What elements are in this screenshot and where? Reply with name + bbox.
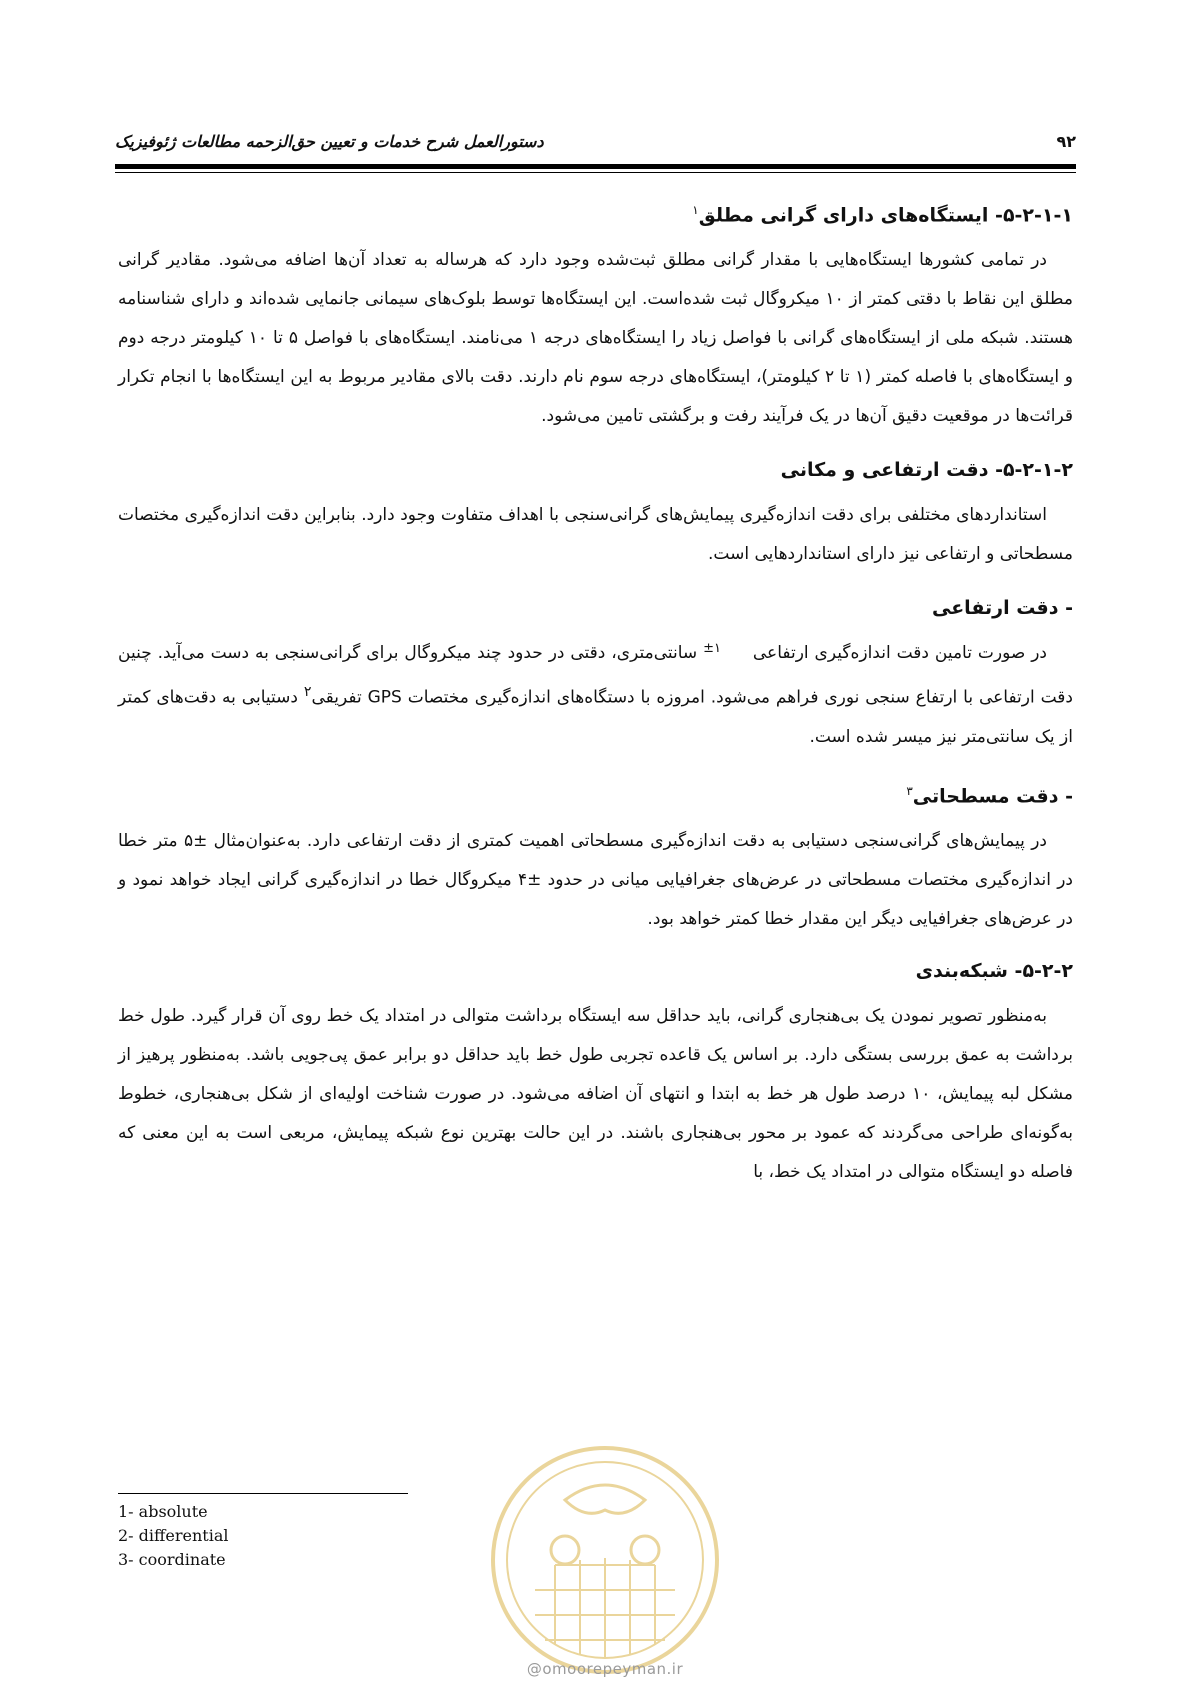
footnote-ref-3: ۳	[906, 783, 913, 798]
footnote-separator	[118, 1493, 408, 1494]
running-header	[115, 128, 1076, 158]
paragraph-planar-accuracy: در پیمایش‌های گرانی‌سنجی دستیابی به دقت اندازه‌گیری مسطحاتی اهمیت کمتری از دقت ارتفاعی دارد. به‌عنوان‌مثال ±۵ متر خطا در اندازه‌گیری مختصات مسطحاتی در عرض‌های جغرافیایی میانی در حدود ±۴ میکروگال خطا در اندازه‌گیری گرانی ایجاد خواهد نمود و در عرض‌های جغرافیایی دیگر این مقدار خطا کمتر خواهد بود.	[118, 831, 1074, 930]
page-number: ۹۲	[1056, 132, 1076, 151]
paragraph-accuracy: استانداردهای مختلفی برای دقت اندازه‌گیری پیمایش‌های گرانی‌سنجی با اهداف متفاوت وجود دارد. بنابراین دقت اندازه‌گیری مختصات مسطحاتی و ارتفاعی نیز دارای استانداردهایی است.	[118, 505, 1073, 565]
paragraph-text: سانتی‌متری، دقتی در حدود چند میکروگال برای گرانی‌سنجی به دست می‌آید. چنین دقت ارتفاعی با ارتفاع سنجی نوری فراهم می‌شود. امروزه با دستگاه‌های اندازه‌گیری مختصات GPS تفریقی	[118, 643, 1074, 708]
footnote-2: 2- differential	[118, 1526, 229, 1545]
paragraph-text: دستیابی به دقت‌های کمتر از یک سانتی‌متر نیز میسر شده است.	[118, 687, 1073, 747]
section-heading-gridding: ۵-۲-۲- شبکه‌بندی	[915, 960, 1073, 983]
header-rule-thin	[115, 172, 1076, 173]
header-rule	[115, 164, 1076, 169]
watermark-emblem	[565, 1485, 645, 1513]
section-heading-absolute-gravity	[118, 190, 1073, 235]
header-title: دستورالعمل شرح خدمات و تعیین حق‌الزحمه مطالعات ژئوفیزیک	[115, 132, 544, 151]
plus-minus-value: ±۱	[703, 641, 721, 657]
section-heading-planar-accuracy	[118, 771, 1073, 816]
watermark-grid	[535, 1558, 675, 1658]
section-heading-elevation-accuracy: - دقت ارتفاعی	[931, 597, 1073, 620]
section-heading-text: ۵-۲-۱-۱- ایستگاه‌های دارای گرانی مطلق	[698, 204, 1073, 227]
paragraph-text: در صورت تامین دقت اندازه‌گیری ارتفاعی	[752, 643, 1048, 664]
footnote-ref-1: ۱	[692, 203, 699, 217]
watermark-caption: @omoorepeyman.ir	[526, 1660, 684, 1678]
paragraph-elevation-accuracy	[118, 634, 1073, 757]
section-heading-text: - دقت مسطحاتی	[912, 785, 1073, 808]
section-heading-accuracy: ۵-۲-۱-۲- دقت ارتفاعی و مکانی	[780, 459, 1073, 482]
body-content	[118, 190, 1073, 1192]
footnote-3: 3- coordinate	[118, 1550, 226, 1569]
watermark-gear-icon	[551, 1536, 579, 1564]
footnote-ref-2: ۲	[303, 684, 312, 701]
watermark-seal	[485, 1440, 725, 1680]
footnotes	[118, 1500, 229, 1572]
paragraph-gridding: به‌منظور تصویر نمودن یک بی‌هنجاری گرانی، باید حداقل سه ایستگاه برداشت متوالی در امتداد یک خط روی آن قرار گیرد. طول خط برداشت به عمق بررسی بستگی دارد. بر اساس یک قاعده تجربی طول خط باید حداقل دو برابر عمق پی‌جویی باشد. به‌منظور پرهیز از مشکل لبه پیمایش، ۱۰ درصد طول هر خط به ابتدا و انتهای آن اضافه می‌شود. در صورت شناخت اولیه‌ای از شکل بی‌هنجاری، خطوط به‌گونه‌ای طراحی می‌گردند که عمود بر محور بی‌هنجاری باشند. در این حالت بهترین نوع شبکه پیمایش، مربعی است به این معنی که فاصله دو ایستگاه متوالی در امتداد یک خط، با	[118, 1006, 1073, 1183]
paragraph-absolute-gravity: در تمامی کشورها ایستگاه‌هایی با مقدار گرانی مطلق ثبت‌شده وجود دارد که هرساله به تعداد آن‌ها اضافه می‌شود. مقادیر گرانی مطلق این نقاط با دقتی کمتر از ۱۰ میکروگال ثبت شده‌است. این ایستگاه‌ها توسط بلوک‌های سیمانی جانمایی شده‌اند و دارای شناسنامه هستند. شبکه ملی از ایستگاه‌های گرانی با فواصل زیاد را ایستگاه‌های درجه ۱ می‌نامند. ایستگاه‌های با فواصل ۵ تا ۱۰ کیلومتر درجه دوم و ایستگاه‌های با فاصله کمتر (۱ تا ۲ کیلومتر)، ایستگاه‌های درجه سوم نام دارند. دقت بالای مقادیر مربوط به این ایستگاه‌ها با انجام تکرار قرائت‌ها در موقعیت دقیق آن‌ها در یک فرآیند رفت و برگشتی تامین می‌شود.	[118, 250, 1074, 427]
watermark-gear-icon-2	[631, 1536, 659, 1564]
footnote-1: 1- absolute	[118, 1502, 208, 1521]
